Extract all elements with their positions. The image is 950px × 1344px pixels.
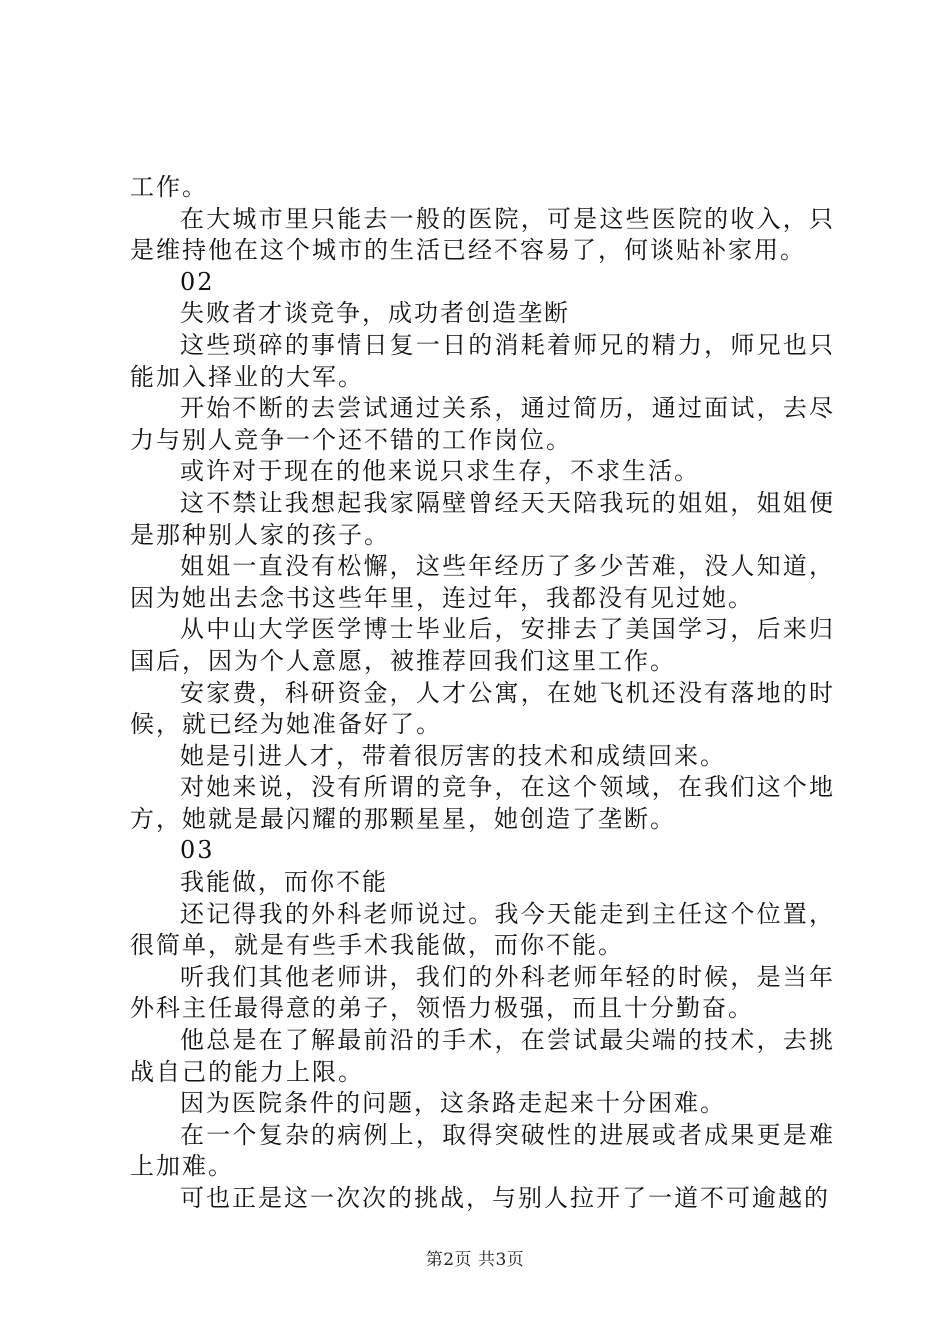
paragraph: 这不禁让我想起我家隔壁曾经天天陪我玩的姐姐，姐姐便是那种别人家的孩子。 <box>130 488 835 549</box>
paragraph: 他总是在了解最前沿的手术，在尝试最尖端的技术，去挑战自己的能力上限。 <box>130 1026 835 1086</box>
paragraph: 姐姐一直没有松懈，这些年经历了多少苦难，没人知道，因为她出去念书这些年里，连过年，我都没有见过她。 <box>130 552 835 612</box>
paragraph: 开始不断的去尝试通过关系，通过简历，通过面试，去尽力与别人竞争一个还不错的工作岗位。 <box>130 394 835 454</box>
paragraph: 在大城市里只能去一般的医院，可是这些医院的收入，只是维持他在这个城市的生活已经不容易了，何谈贴补家用。 <box>130 204 835 265</box>
paragraph: 在一个复杂的病例上，取得突破性的进展或者成果更是难上加难。 <box>130 1120 835 1181</box>
paragraph: 或许对于现在的他来说只求生存，不求生活。 <box>180 457 700 486</box>
document-body <box>130 172 835 1215</box>
section-heading: 我能做，而你不能 <box>180 868 388 897</box>
paragraph: 从中山大学医学博士毕业后，安排去了美国学习，后来归国后，因为个人意愿，被推荐回我们这里工作。 <box>130 615 835 675</box>
paragraph: 工作。 <box>130 173 208 201</box>
paragraph: 还记得我的外科老师说过。我今天能走到主任这个位置，很简单，就是有些手术我能做，而你不能。 <box>130 899 835 960</box>
paragraph: 她是引进人才，带着很厉害的技术和成绩回来。 <box>180 741 726 770</box>
section-heading: 失败者才谈竞争，成功者创造垄断 <box>180 299 570 328</box>
paragraph: 因为医院条件的问题，这条路走起来十分困难。 <box>180 1089 726 1118</box>
paragraph: 这些琐碎的事情日复一日的消耗着师兄的精力，师兄也只能加入择业的大军。 <box>130 330 835 391</box>
paragraph: 听我们其他老师讲，我们的外科老师年轻的时候，是当年外科主任最得意的弟子，领悟力极强，而且十分勤奋。 <box>130 962 835 1023</box>
section-number: 02 <box>180 267 215 296</box>
paragraph: 可也正是这一次次的挑战，与别人拉开了一道不可逾越的 <box>180 1184 830 1212</box>
paragraph: 对她来说，没有所谓的竞争，在这个领域，在我们这个地方，她就是最闪耀的那颗星星，她创造了垄断。 <box>130 773 835 833</box>
section-number: 03 <box>180 836 215 865</box>
page-footer: 第2页 共3页 <box>425 1250 525 1270</box>
paragraph: 安家费，科研资金，人才公寓，在她飞机还没有落地的时候，就已经为她准备好了。 <box>130 678 835 739</box>
